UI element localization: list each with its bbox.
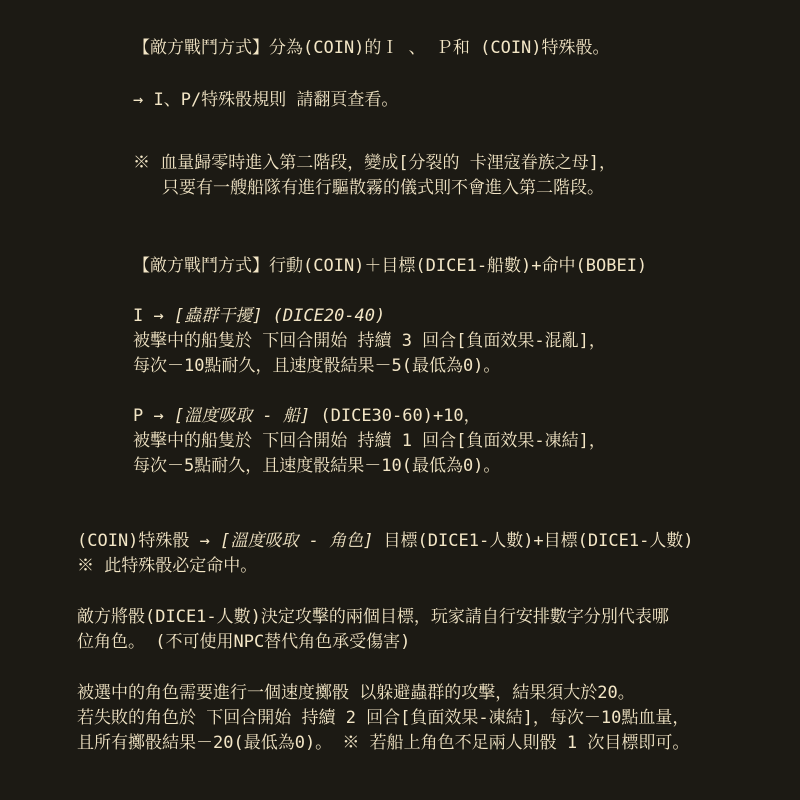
skill-p-dice: (DICE30-60)+10， xyxy=(310,406,481,426)
special-dice-name: [溫度吸取 - 角色] xyxy=(220,531,374,551)
skill-i-dice: (DICE20-40) xyxy=(262,306,386,326)
skill-i-header xyxy=(133,304,385,328)
skill-p-name: [溫度吸取 - 船] xyxy=(173,406,311,426)
skill-p-effect-line: 被擊中的船隻於 下回合開始 持續 1 回合[負面效果-凍結]， xyxy=(133,431,606,451)
skill-p-header xyxy=(133,404,481,428)
skill-i-name: [蟲群干擾] xyxy=(173,306,263,326)
skill-p-penalty-line: 每次－5點耐久，且速度骰結果－10(最低為0)。 xyxy=(133,456,501,476)
skill-i-prefix: I → xyxy=(133,306,174,326)
skill-i-penalty-line: 每次－10點耐久，且速度骰結果－5(最低為0)。 xyxy=(133,356,501,376)
target-selection-note-line: 位角色。 (不可使用NPC替代角色承受傷害) xyxy=(77,632,411,652)
special-dice-note-line: ※ 此特殊骰必定命中。 xyxy=(77,556,258,576)
failure-effect-line: 若失敗的角色於 下回合開始 持續 2 回合[負面效果-凍結]，每次－10點血量， xyxy=(77,708,690,728)
special-dice-prefix: (COIN)特殊骰 → xyxy=(77,531,221,551)
speed-roll-line: 被選中的角色需要進行一個速度擲骰 以躲避蟲群的攻擊，結果須大於20。 xyxy=(77,683,635,703)
enemy-action-line: 【敵方戰鬥方式】行動(COIN)＋目標(DICE1-船數)+命中(BOBEI) xyxy=(133,256,648,276)
skill-p-prefix: P → xyxy=(133,406,174,426)
skill-i-effect-line: 被擊中的船隻於 下回合開始 持續 3 回合[負面效果-混亂]， xyxy=(133,331,606,351)
failure-penalty-line: 且所有擲骰結果－20(最低為0)。 ※ 若船上角色不足兩人則骰 1 次目標即可。 xyxy=(77,733,690,753)
special-dice-targets: 目標(DICE1-人數)+目標(DICE1-人數) xyxy=(373,531,694,551)
phase-two-note-line: ※ 血量歸零時進入第二階段，變成[分裂的 卡浬寇眷族之母]， xyxy=(133,153,616,173)
special-dice-header xyxy=(77,529,694,553)
enemy-combat-method-line: 【敵方戰鬥方式】分為(COIN)的Ｉ 、 Ｐ和 (COIN)特殊骰。 xyxy=(133,38,610,58)
target-selection-line: 敵方將骰(DICE1-人數)決定攻擊的兩個目標，玩家請自行安排數字分別代表哪 xyxy=(77,607,669,627)
phase-two-condition-line: 只要有一艘船隊有進行驅散霧的儀式則不會進入第二階段。 xyxy=(162,178,604,198)
rules-reference-line: → I、P/特殊骰規則 請翻頁查看。 xyxy=(133,90,399,110)
